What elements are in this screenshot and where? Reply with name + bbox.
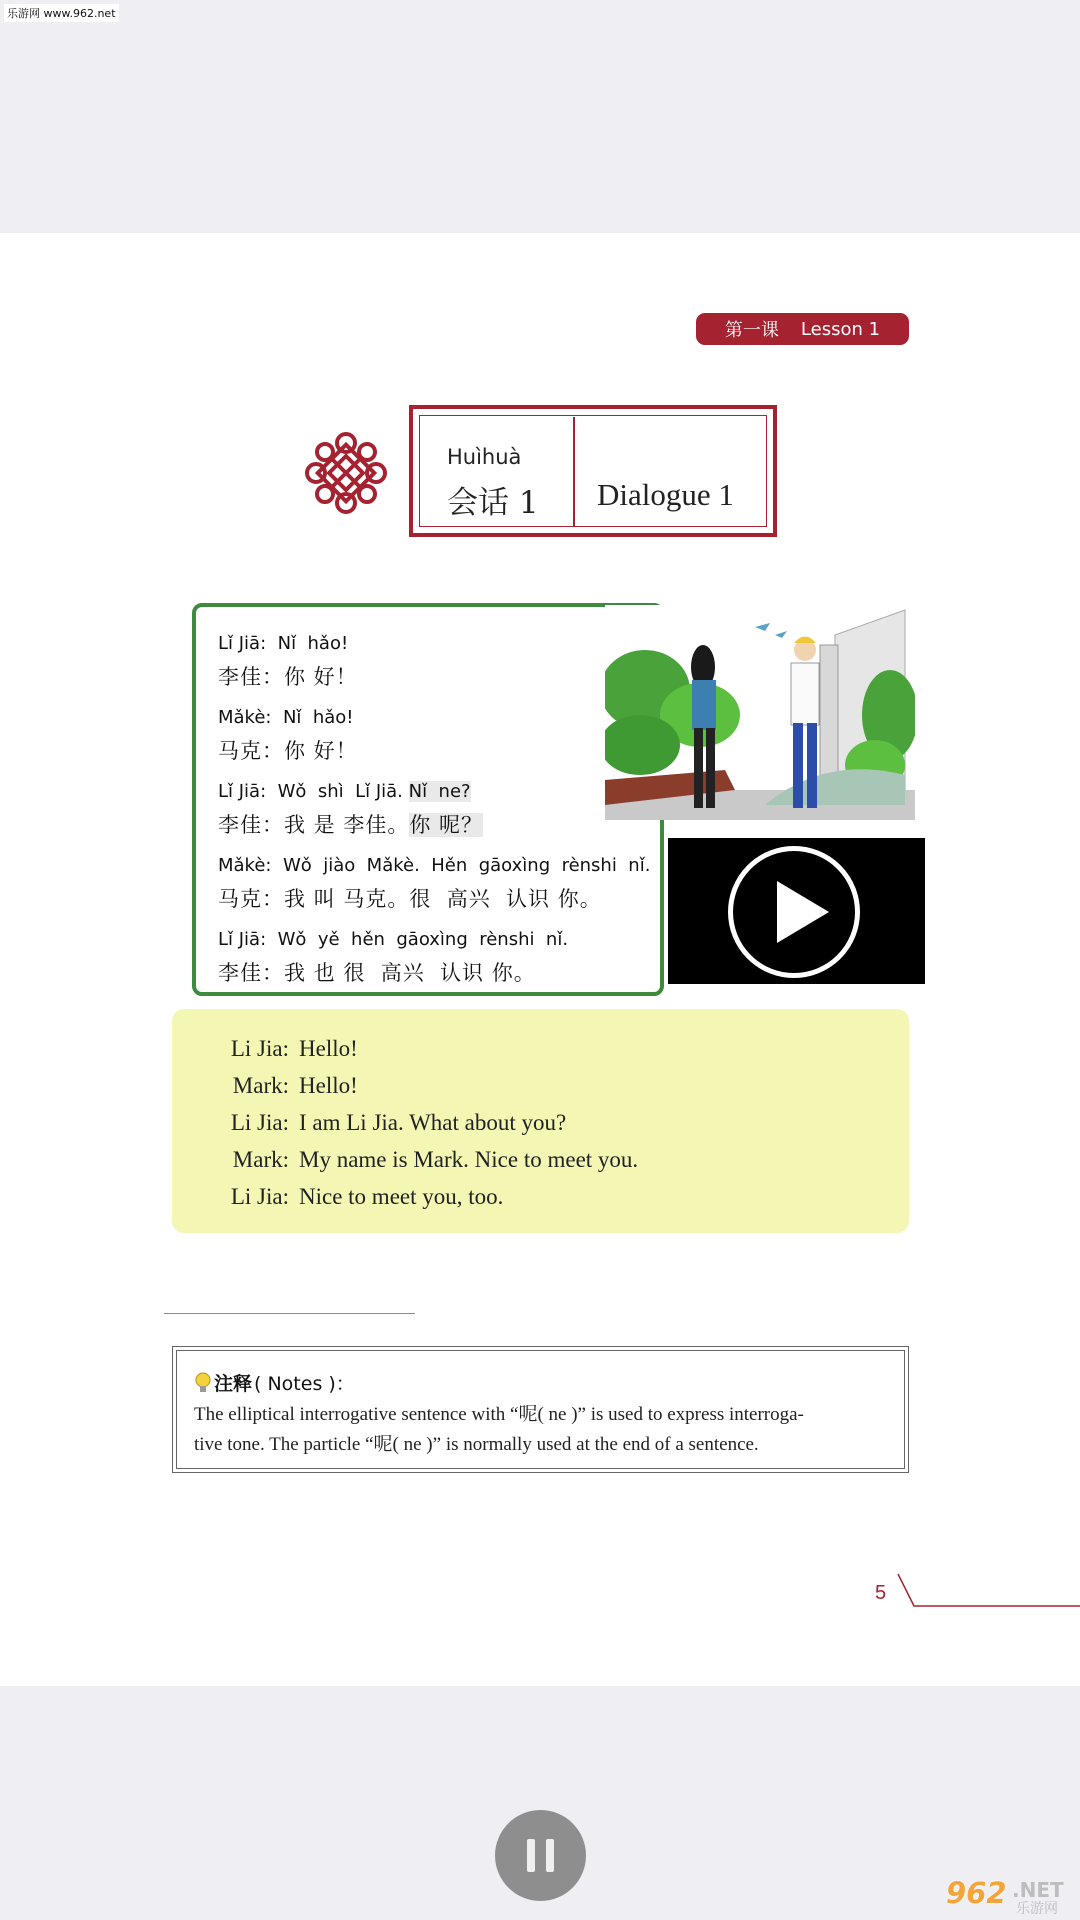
dialogue-line[interactable]: Lǐ Jiā: Wǒ shì Lǐ Jiā. Nǐ ne?	[218, 781, 471, 802]
pause-button[interactable]	[495, 1810, 586, 1901]
highlighted-text: Nǐ ne?	[408, 781, 471, 802]
lesson-badge	[696, 313, 909, 345]
watermark-top: 乐游网 www.962.net	[4, 4, 119, 22]
dialogue-line[interactable]: Lǐ Jiā: Nǐ hǎo!	[218, 633, 349, 654]
dialogue-box[interactable]	[192, 603, 664, 996]
play-icon	[733, 851, 855, 973]
dialogue-title-box	[409, 405, 777, 537]
dialogue-illustration	[605, 605, 915, 820]
lightbulb-icon	[194, 1371, 212, 1395]
translation-line: Li Jia: Nice to meet you, too.	[230, 1184, 504, 1209]
lesson-cn: 第一课	[724, 320, 779, 341]
translation-box	[172, 1009, 909, 1233]
play-button[interactable]	[728, 846, 860, 978]
page-number: 5	[875, 1582, 887, 1604]
lesson-en: Lesson 1	[800, 318, 881, 340]
title-english: Dialogue 1	[597, 477, 734, 512]
notes-box	[172, 1346, 909, 1473]
translation-line: Li Jia: Hello!	[230, 1036, 358, 1061]
dialogue-line[interactable]: 马克：你 好！	[218, 739, 358, 763]
translation-line: Mark: Hello!	[232, 1073, 358, 1098]
page-corner-decoration	[896, 1572, 1080, 1608]
watermark-bottom: 962 .NET 乐游网	[946, 1876, 1064, 1917]
dialogue-line[interactable]: 马克：我 叫 马克。很 高兴 认识 你。	[218, 887, 602, 911]
video-player[interactable]	[668, 838, 925, 984]
dialogue-line[interactable]: Lǐ Jiā: Wǒ yě hěn gāoxìng rènshi nǐ.	[218, 929, 569, 950]
dialogue-line[interactable]: 李佳：我 也 很 高兴 认识 你。	[218, 961, 536, 985]
dialogue-line[interactable]: 李佳：我 是 李佳。你 呢？	[218, 813, 484, 837]
notes-text: The elliptical interrogative sentence with “呢( ne )” is used to express interroga- tive tone. The particle “呢( ne )” is normally used at the end of a sentence.	[194, 1404, 804, 1455]
chinese-knot-icon	[305, 432, 387, 514]
dialogue-line[interactable]: Mǎkè: Nǐ hǎo!	[218, 707, 354, 728]
translation-line: Li Jia: I am Li Jia. What about you?	[230, 1110, 567, 1135]
dialogue-line[interactable]: Mǎkè: Wǒ jiào Mǎkè. Hěn gāoxìng rènshi nǐ.	[218, 855, 651, 876]
notes-title: 注释 ( Notes )：	[194, 1369, 355, 1396]
translation-line: Mark: My name is Mark. Nice to meet you.	[232, 1147, 639, 1172]
highlighted-text: 你 呢？	[409, 813, 484, 837]
section-divider	[164, 1313, 415, 1314]
title-pinyin: Huìhuà	[447, 445, 522, 469]
title-chinese: 会话 1	[447, 485, 539, 521]
dialogue-line[interactable]: 李佳：你 好！	[218, 665, 358, 689]
